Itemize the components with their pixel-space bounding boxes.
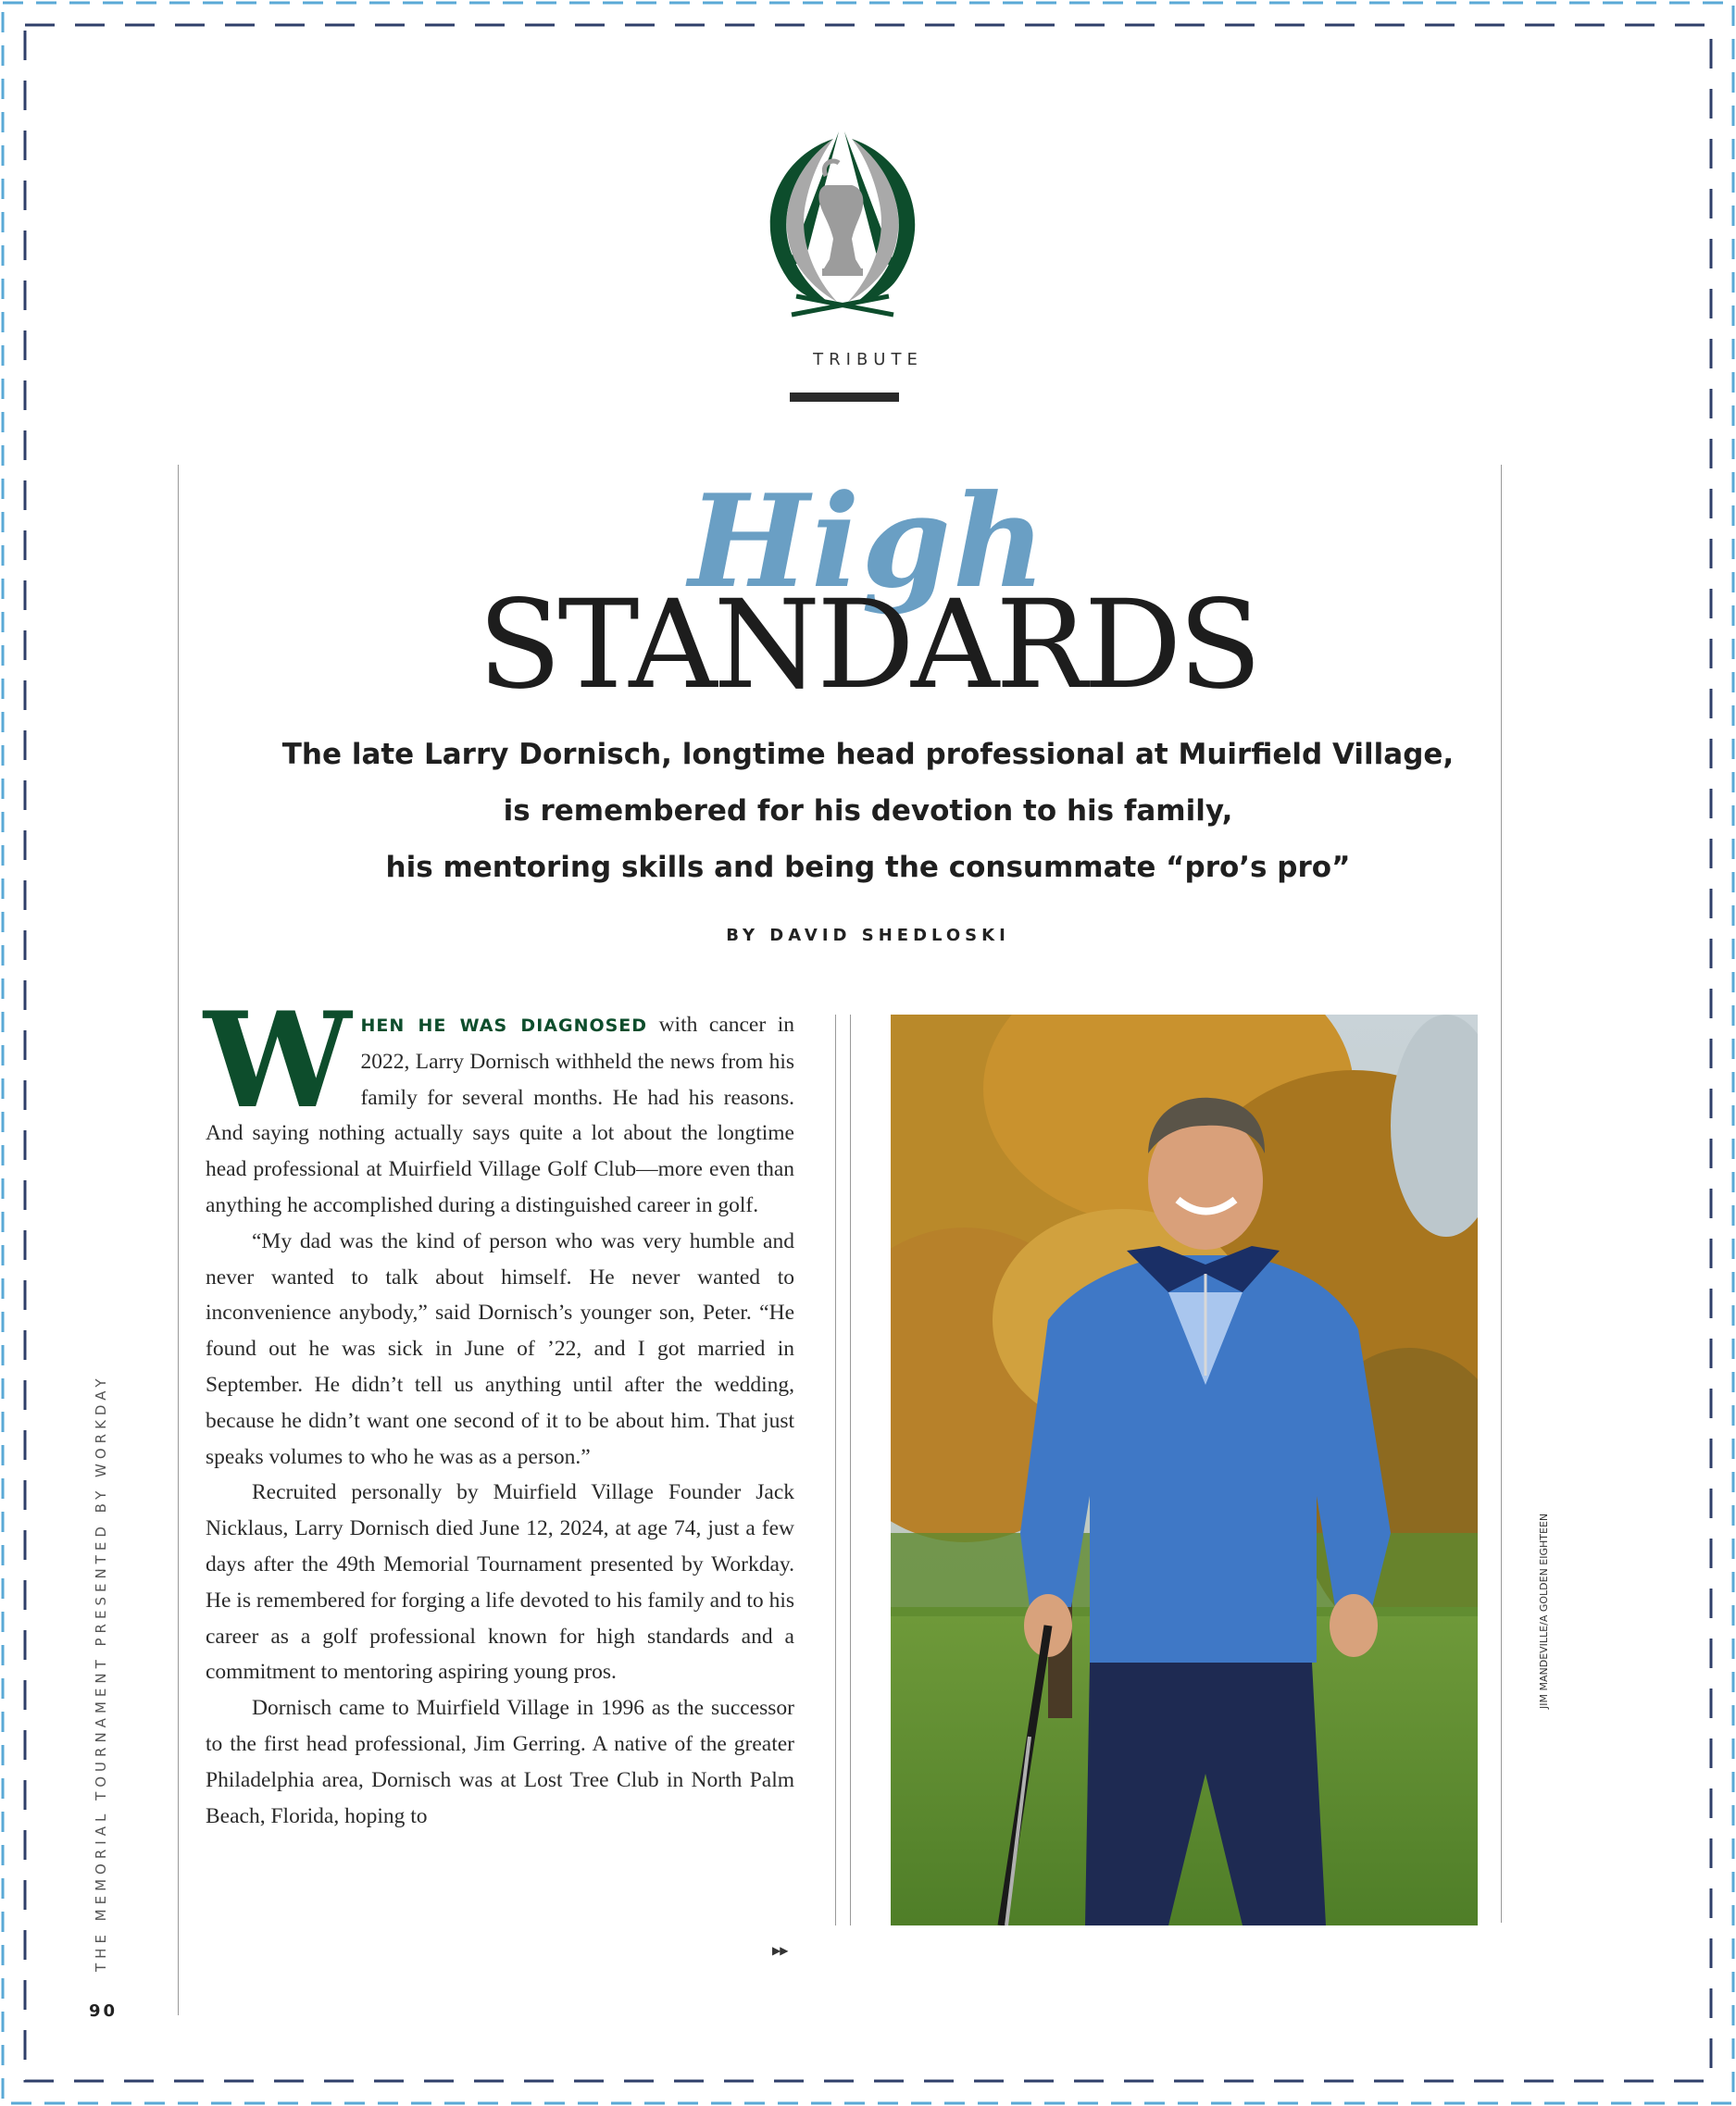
deck-line: his mentoring skills and being the consummate “pro’s pro” [385,851,1351,884]
deck-line: is remembered for his devotion to his family, [503,794,1233,828]
gutter-rule-right [850,1015,851,1925]
memorial-tournament-logo-icon [741,120,944,324]
article-body [204,984,794,1834]
photo-credit: JIM MANDEVILLE/A GOLDEN EIGHTEEN [1538,1513,1550,1709]
photo-larry-dornisch [891,1015,1478,1925]
gutter-rule-left [835,1015,836,1925]
continued-marker-icon: ▶▶ [772,1944,788,1957]
sidebar-running-title: THE MEMORIAL TOURNAMENT PRESENTED BY WORKDAY [93,1374,109,1972]
article-paragraph: Recruited personally by Muirfield Village Founder Jack Nicklaus, Larry Dornisch died June 12, 2024, at age 74, just a few days after the 49th Memorial Tournament presented by Workday. He is remembered for forging a life devoted to his family and to his career as a golf professional known for high standards and a commitment to mentoring aspiring young pros. [206,1480,794,1685]
page-number: 90 [89,2001,119,2021]
deck-subheadline [185,727,1551,896]
headline-high: High [688,466,1048,617]
article-paragraph: Dornisch came to Muirfield Village in 1996 as the successor to the first head professional, Jim Gerring. A native of the greater Philadelphia area, Dornisch was at Lost Tree Club in North Palm Beach, Florida, hoping to [206,1696,794,1828]
drop-cap: W [204,984,352,1138]
byline: BY DAVID SHEDLOSKI [726,926,1010,945]
article-paragraph [204,984,794,1224]
article-paragraph: “My dad was the kind of person who was very humble and never wanted to talk about himself. He never wanted to inconvenience anybody,” said Dornisch’s younger son, Peter. “He found out he was sick in June of ’22, and I got married in September. He didn’t tell us anything until after the wedding, because he didn’t want one second of it to be about him. That just speaks volumes to who he was as a person.” [206,1228,794,1469]
paragraph-text: with cancer in 2022, Larry Dornisch withheld the news from his family for several months. He had his reasons. And saying nothing actually says quite a lot about the longtime head professional at Muirfield Village Golf Club—more even than anything he accomplished during a distinguished career in golf. [206,1013,794,1217]
section-divider [790,393,899,402]
section-label: TRIBUTE [813,350,923,369]
deck-line: The late Larry Dornisch, longtime head professional at Muirfield Village, [281,738,1455,771]
headline-standards: STANDARDS [478,574,1258,717]
lead-in: HEN HE WAS DIAGNOSED [360,1016,648,1036]
